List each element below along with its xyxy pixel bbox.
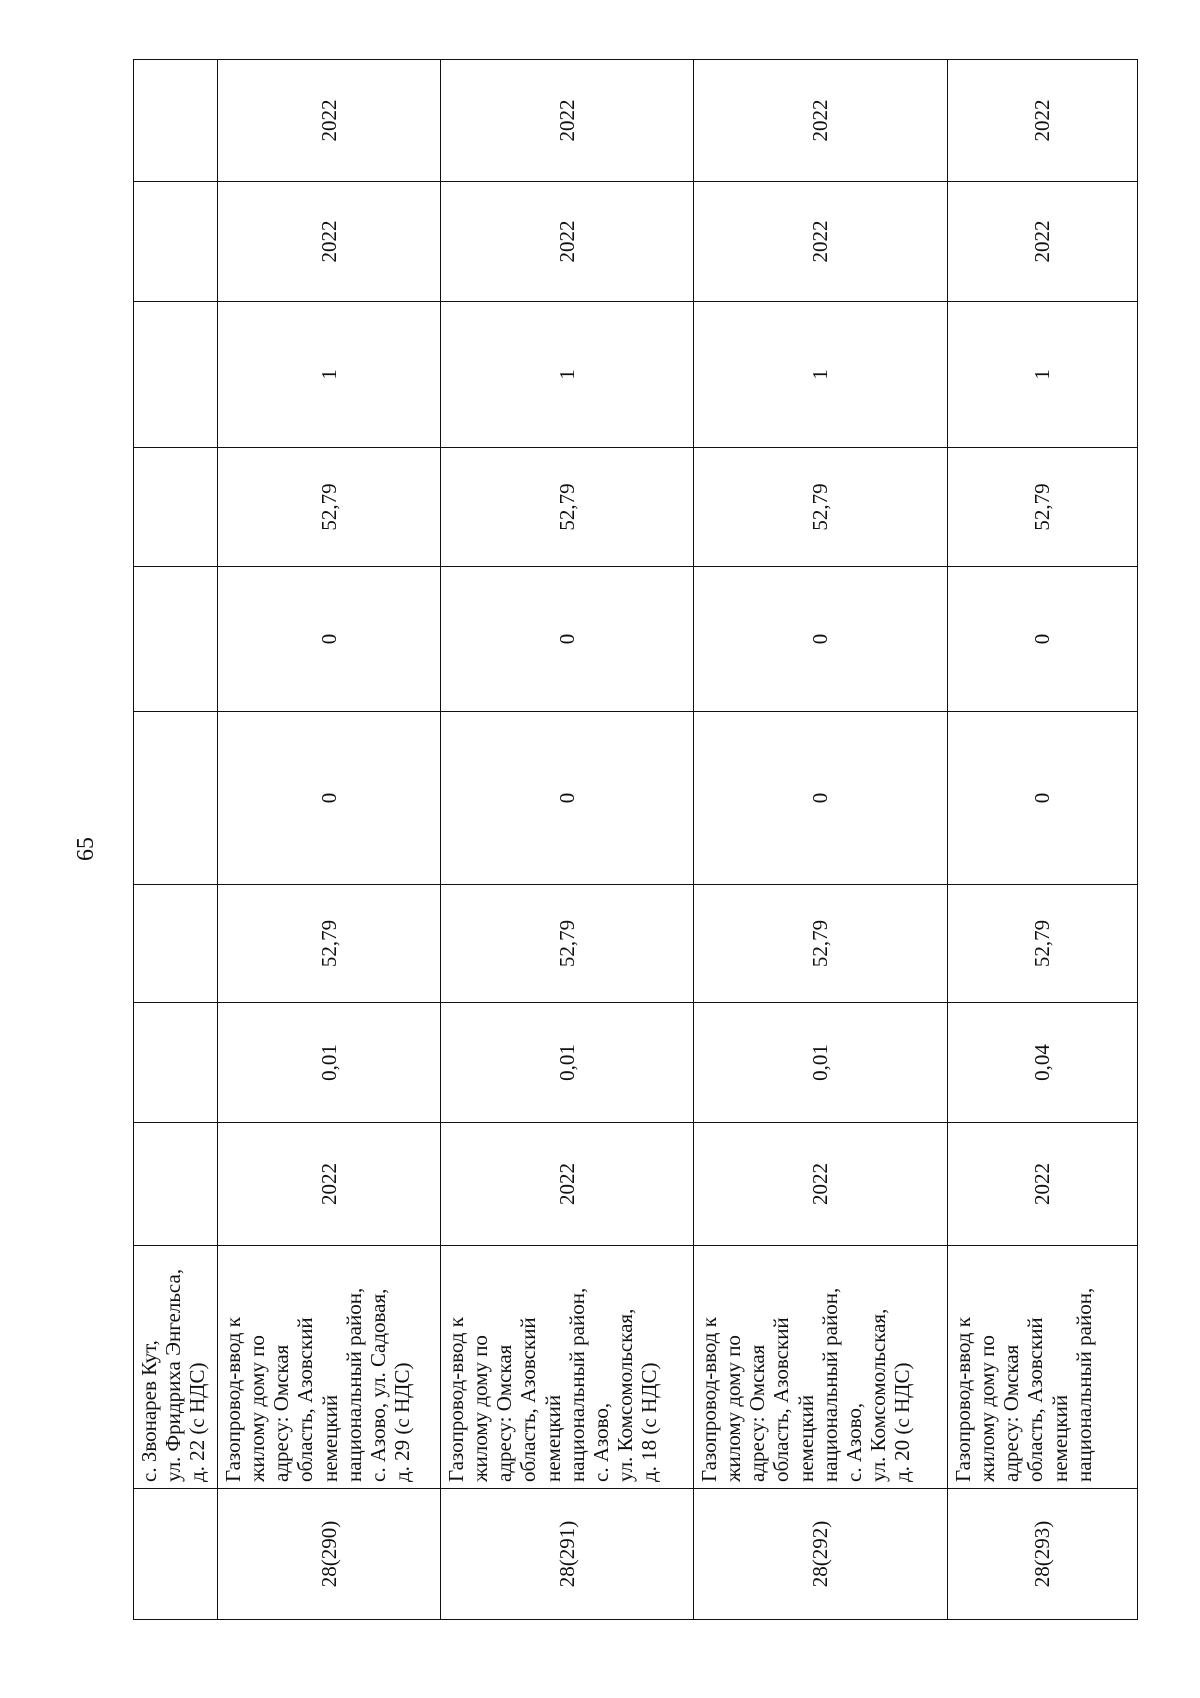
- cell-value: [134, 567, 218, 712]
- cell-count: 1: [218, 302, 441, 448]
- cell-year: 2022: [218, 182, 441, 302]
- cell-value: 52,79: [441, 448, 694, 567]
- address-line: жилому дому по: [245, 1335, 270, 1482]
- cell-year: 2022: [694, 1123, 948, 1246]
- cell-value: 52,79: [948, 885, 1138, 1003]
- address-line: адресу: Омская: [999, 1344, 1024, 1482]
- cell-value: 52,79: [948, 448, 1138, 567]
- address-line: область, Азовский: [516, 1317, 541, 1482]
- cell-year: 2022: [694, 182, 948, 302]
- cell-length: [134, 1003, 218, 1123]
- cell-value: 0: [218, 567, 441, 712]
- address-line: ул. Комсомольская,: [865, 1308, 890, 1482]
- cell-year: 2022: [218, 1123, 441, 1246]
- table-row: [218, 60, 441, 1620]
- address-line: национальный район,: [564, 1287, 589, 1482]
- cell-value: 52,79: [218, 885, 441, 1003]
- cell-length: 0,01: [218, 1003, 441, 1123]
- cell-value: 0: [694, 567, 948, 712]
- cell-year: 2022: [948, 1123, 1138, 1246]
- address-line: национальный район,: [817, 1287, 842, 1482]
- cell-year: [134, 182, 218, 302]
- table-row-continuation: [134, 60, 218, 1620]
- address-line: национальный район,: [341, 1287, 366, 1482]
- address-line: с. Азово, ул. Садовая,: [365, 1288, 390, 1482]
- address-line: Газопровод-ввод к: [697, 1317, 721, 1482]
- cell-value: [134, 885, 218, 1003]
- address-line: жилому дому по: [721, 1335, 746, 1482]
- cell-number: 28(293): [948, 1489, 1138, 1620]
- cell-count: 1: [441, 302, 694, 448]
- cell-number: 28(291): [441, 1489, 694, 1620]
- address-line: область, Азовский: [293, 1317, 318, 1482]
- address-line: адресу: Омская: [492, 1344, 517, 1482]
- cell-count: 1: [948, 302, 1138, 448]
- cell-address: [218, 1246, 441, 1489]
- cell-number: 28(290): [218, 1489, 441, 1620]
- cell-number: [134, 1489, 218, 1620]
- address-line: д. 29 (с НДС): [389, 1362, 414, 1482]
- table-container: [133, 60, 1137, 1620]
- cell-year: 2022: [441, 1123, 694, 1246]
- cell-year: [134, 1123, 218, 1246]
- cell-value: 0: [694, 712, 948, 885]
- address-line: ул. Фридриха Энгельса,: [161, 1268, 186, 1482]
- cell-value: 0: [441, 712, 694, 885]
- cell-value: [134, 712, 218, 885]
- address-line: немецкий: [793, 1394, 818, 1482]
- cell-value: 0: [441, 567, 694, 712]
- address-line: Газопровод-ввод к: [444, 1317, 468, 1482]
- cell-value: 52,79: [218, 448, 441, 567]
- cell-value: 52,79: [441, 885, 694, 1003]
- address-line: Газопровод-ввод к: [951, 1317, 975, 1482]
- cell-value: 52,79: [694, 885, 948, 1003]
- data-table: [133, 59, 1138, 1620]
- cell-length: 0,01: [694, 1003, 948, 1123]
- address-line: адресу: Омская: [745, 1344, 770, 1482]
- address-line: д. 20 (с НДС): [890, 1362, 915, 1482]
- table-row: [441, 60, 694, 1620]
- cell-address: [948, 1246, 1138, 1489]
- address-line: Газопровод-ввод к: [221, 1317, 245, 1482]
- address-line: область, Азовский: [769, 1317, 794, 1482]
- address-line: д. 18 (с НДС): [637, 1362, 662, 1482]
- cell-year: [134, 60, 218, 182]
- cell-value: 52,79: [694, 448, 948, 567]
- cell-number: 28(292): [694, 1489, 948, 1620]
- address-line: немецкий: [1047, 1394, 1072, 1482]
- cell-count: [134, 302, 218, 448]
- address-line: с. Азово,: [841, 1402, 866, 1482]
- address-line: жилому дому по: [975, 1335, 1000, 1482]
- cell-address: [134, 1246, 218, 1489]
- cell-value: 0: [948, 567, 1138, 712]
- address-line: адресу: Омская: [269, 1344, 294, 1482]
- cell-year: 2022: [441, 60, 694, 182]
- address-line: д. 22 (с НДС): [185, 1362, 210, 1482]
- cell-year: 2022: [218, 60, 441, 182]
- cell-length: 0,04: [948, 1003, 1138, 1123]
- address-line: немецкий: [540, 1394, 565, 1482]
- address-line: немецкий: [317, 1394, 342, 1482]
- address-line: ул. Комсомольская,: [612, 1308, 637, 1482]
- cell-year: 2022: [694, 60, 948, 182]
- cell-value: [134, 448, 218, 567]
- table-row: [948, 60, 1138, 1620]
- address-line: область, Азовский: [1023, 1317, 1048, 1482]
- cell-address: [694, 1246, 948, 1489]
- cell-address: [441, 1246, 694, 1489]
- address-line: жилому дому по: [468, 1335, 493, 1482]
- address-line: с. Звонарев Кут,: [137, 1340, 161, 1482]
- cell-year: 2022: [948, 182, 1138, 302]
- cell-length: 0,01: [441, 1003, 694, 1123]
- table-row: [694, 60, 948, 1620]
- cell-value: 0: [218, 712, 441, 885]
- page-number: 65: [73, 837, 99, 861]
- address-line: с. Азово,: [588, 1402, 613, 1482]
- cell-count: 1: [694, 302, 948, 448]
- cell-year: 2022: [948, 60, 1138, 182]
- address-line: национальный район,: [1071, 1287, 1096, 1482]
- cell-value: 0: [948, 712, 1138, 885]
- cell-year: 2022: [441, 182, 694, 302]
